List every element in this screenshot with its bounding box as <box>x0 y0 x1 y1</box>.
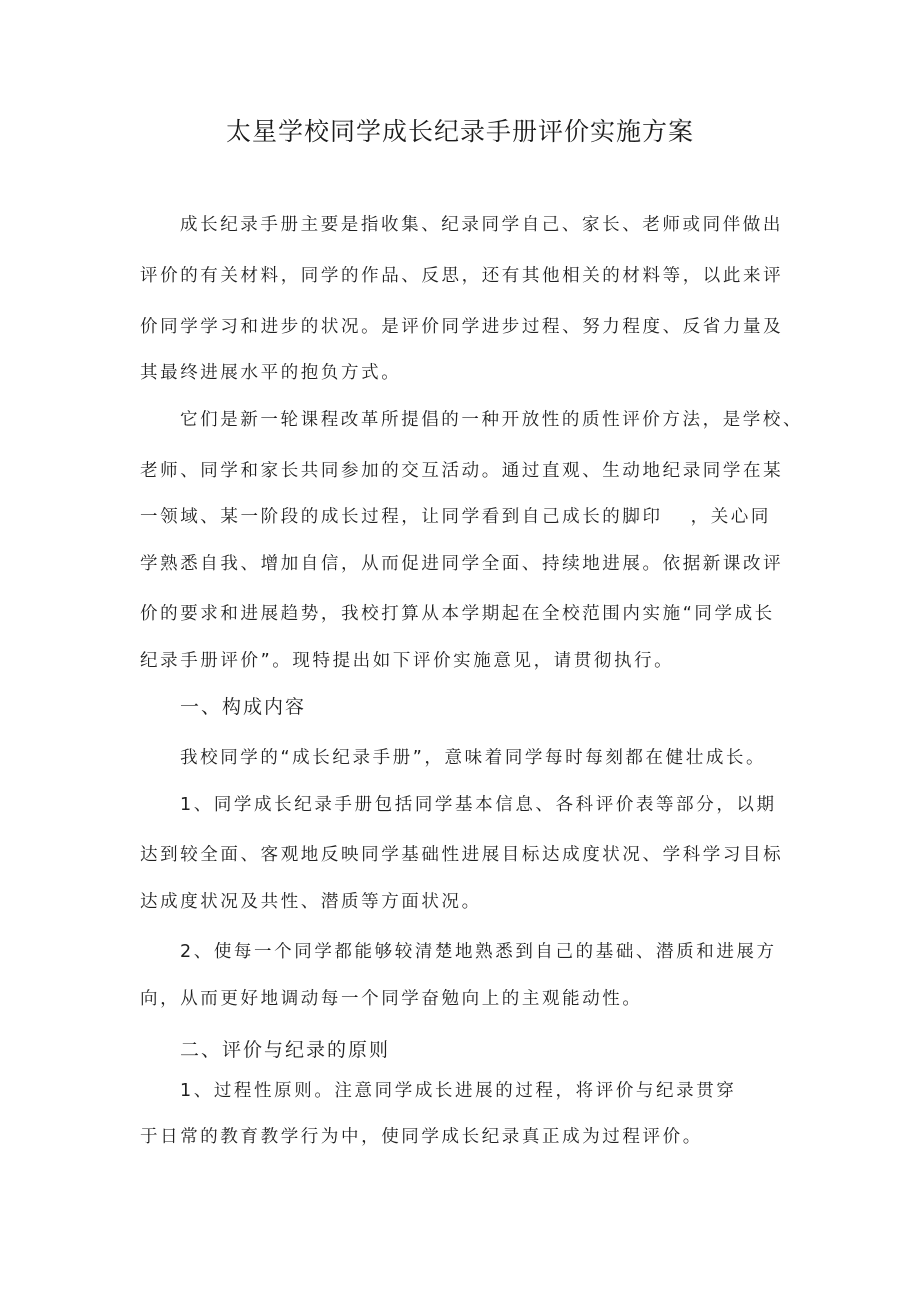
paragraph-line-part: ，关心同 <box>690 507 772 527</box>
paragraph-line: 老师、同学和家长共同参加的交互活动。通过直观、生动地纪录同学在某 <box>140 461 784 481</box>
paragraph-line: 纪录手册评价”。现特提出如下评价实施意见，请贯彻执行。 <box>140 651 675 671</box>
paragraph-line: 它们是新一轮课程改革所提倡的一种开放性的质性评价方法，是学校、 <box>180 410 804 430</box>
paragraph-line: 其最终进展水平的抱负方式。 <box>140 363 402 383</box>
paragraph-line: 达成度状况及共性、潜质等方面状况。 <box>140 892 482 912</box>
paragraph-line: 价的要求和进展趋势，我校打算从本学期起在全校范围内实施“同学成长 <box>140 604 775 624</box>
document-title: 太星学校同学成长纪录手册评价实施方案 <box>225 117 694 146</box>
paragraph-line: 我校同学的“成长纪录手册”，意味着同学每时每刻都在健壮成长。 <box>180 748 767 768</box>
paragraph-line: 2、使每一个同学都能够较清楚地熟悉到自己的基础、潜质和进展方 <box>180 942 777 962</box>
paragraph-line: 学熟悉自我、增加自信，从而促进同学全面、持续地进展。依据新课改评 <box>140 554 784 574</box>
paragraph-line: 达到较全面、客观地反映同学基础性进展目标达成度状况、学科学习目标 <box>140 845 784 865</box>
paragraph-line-part: 一领域、某一阶段的成长过程，让同学看到自己成长的脚印 <box>140 507 663 527</box>
section-heading: 二、评价与纪录的原则 <box>180 1039 391 1061</box>
paragraph-line: 于日常的教育教学行为中，使同学成长纪录真正成为过程评价。 <box>140 1127 703 1147</box>
paragraph-line: 成长纪录手册主要是指收集、纪录同学自己、家长、老师或同伴做出 <box>180 215 783 235</box>
section-heading: 一、构成内容 <box>180 696 307 718</box>
paragraph-line <box>140 505 771 529</box>
paragraph-line: 向，从而更好地调动每一个同学奋勉向上的主观能动性。 <box>140 989 643 1009</box>
paragraph-line: 价同学学习和进步的状况。是评价同学进步过程、努力程度、反省力量及 <box>140 317 784 337</box>
paragraph-line: 评价的有关材料，同学的作品、反思，还有其他相关的材料等，以此来评 <box>140 266 784 286</box>
paragraph-line: 1、过程性原则。注意同学成长进展的过程，将评价与纪录贯穿 <box>180 1081 737 1101</box>
paragraph-line: 1、同学成长纪录手册包括同学基本信息、各科评价表等部分，以期 <box>180 795 777 815</box>
